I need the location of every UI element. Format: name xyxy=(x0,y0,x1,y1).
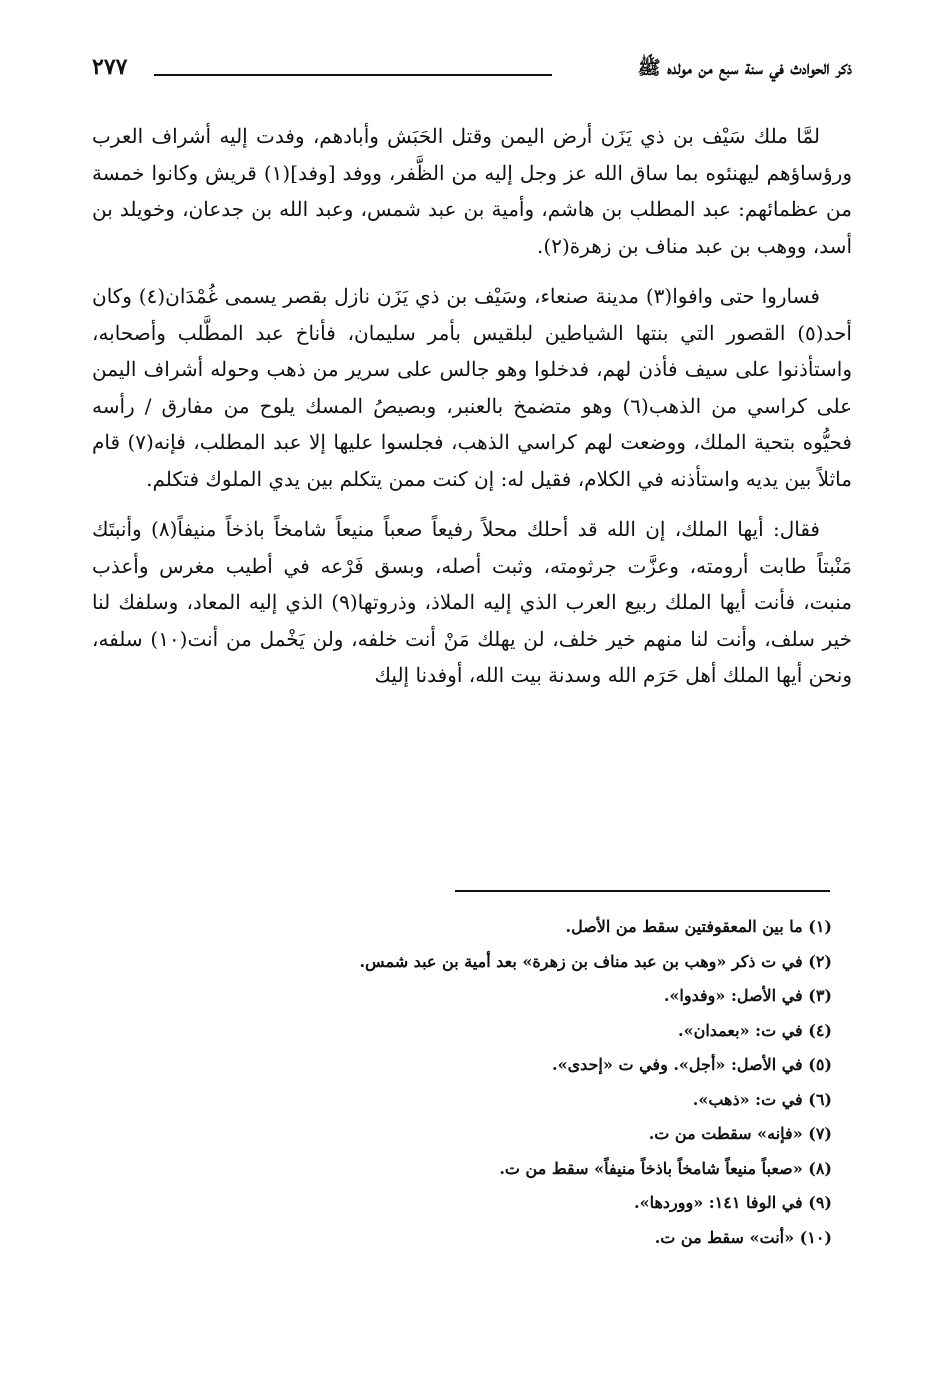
page-number: ٢٧٧ xyxy=(92,54,128,80)
footnote-separator xyxy=(455,890,830,892)
main-text xyxy=(92,118,852,708)
footnote: (٦) في ت: «ذهب». xyxy=(692,1089,832,1109)
paragraph: لمَّا ملك سَيْف بن ذي يَزَن أرض اليمن وقتل الحَبَش وأبادهم، وفدت إليه أشراف العرب ورؤساؤهم ليهنئوه بما ساق الله عز وجل إليه من الظَّفر، ووفد [وفد](١) قريش وكانوا خمسة من عظمائهم: عبد المطلب بن هاشم، وأمية بن عبد شمس، وعبد الله بن جدعان، وخويلد بن أسد، ووهب بن عبد مناف بن زهرة(٢). xyxy=(92,124,852,258)
footnotes-list xyxy=(200,910,832,1255)
paragraph: فقال: أيها الملك، إن الله قد أحلك محلاً رفيعاً صعباً منيعاً شامخاً باذخاً منيفاً(٨) وأنبتَك مَنْبتاً طابت أرومته، وعزَّت جرثومته، وثبت أصله، وبسق فَرْعه في أطيب مغرس وأعذب منبت، فأنت أيها الملك ربيع العرب الذي إليه الملاذ، وذروتها(٩) الذي إليه المعاد، وسلفك لنا خير سلف، وأنت لنا منهم خير خلف، لن يهلك مَنْ أنت خلفه، ولن يَخْمل من أنت(١٠) سلفه، ونحن أيها الملك أهل حَرَم الله وسدنة بيت الله، أوفدنا إليك xyxy=(92,517,852,687)
page-header xyxy=(92,50,852,94)
footnote: (٤) في ت: «بعمدان». xyxy=(678,1020,832,1040)
running-title: ذكر الحوادث في سنة سبع من مولده ﷺ xyxy=(637,57,852,79)
footnote: (٩) في الوفا ١٤١: «ووردها». xyxy=(634,1193,832,1212)
footnote: (١) ما بين المعقوفتين سقط من الأصل. xyxy=(565,917,832,936)
footnote: (٢) في ت ذكر «وهب بن عبد مناف بن زهرة» بعد أمية بن عبد شمس. xyxy=(359,951,832,971)
footnote: (٨) «صعباً منيعاً شامخاً باذخاً منيفاً» سقط من ت. xyxy=(499,1158,832,1178)
footnote: (٥) في الأصل: «أجل». وفي ت «إحدى». xyxy=(552,1055,832,1074)
header-rule xyxy=(154,74,552,76)
paragraph: فساروا حتى وافوا(٣) مدينة صنعاء، وسَيْف بن ذي يَزَن نازل بقصر يسمى غُمْدَان(٤) وكان أحد(٥) القصور التي بنتها الشياطين لبلقيس بأمر سليمان، فأناخ عبد المطَّلب وأصحابه، واستأذنوا على سيف فأذن لهم، فدخلوا وهو جالس على سرير من ذهب وحوله أشراف اليمن على كراسي من الذهب(٦) وهو متضمخ بالعنبر، وبصيصُ المسك يلوح من مفارق / رأسه فحيُّوه بتحية الملك، ووضعت لهم كراسي الذهب، فجلسوا عليها إلا عبد المطلب، فإنه(٧) قام ماثلاً بين يديه واستأذنه في الكلام، فقيل له: إن كنت ممن يتكلم بين يدي الملوك فتكلم. xyxy=(92,284,852,491)
footnote: (١٠) «أنت» سقط من ت. xyxy=(654,1227,832,1247)
footnote: (٧) «فإنه» سقطت من ت. xyxy=(648,1124,832,1143)
footnote: (٣) في الأصل: «وفدوا». xyxy=(663,986,832,1005)
